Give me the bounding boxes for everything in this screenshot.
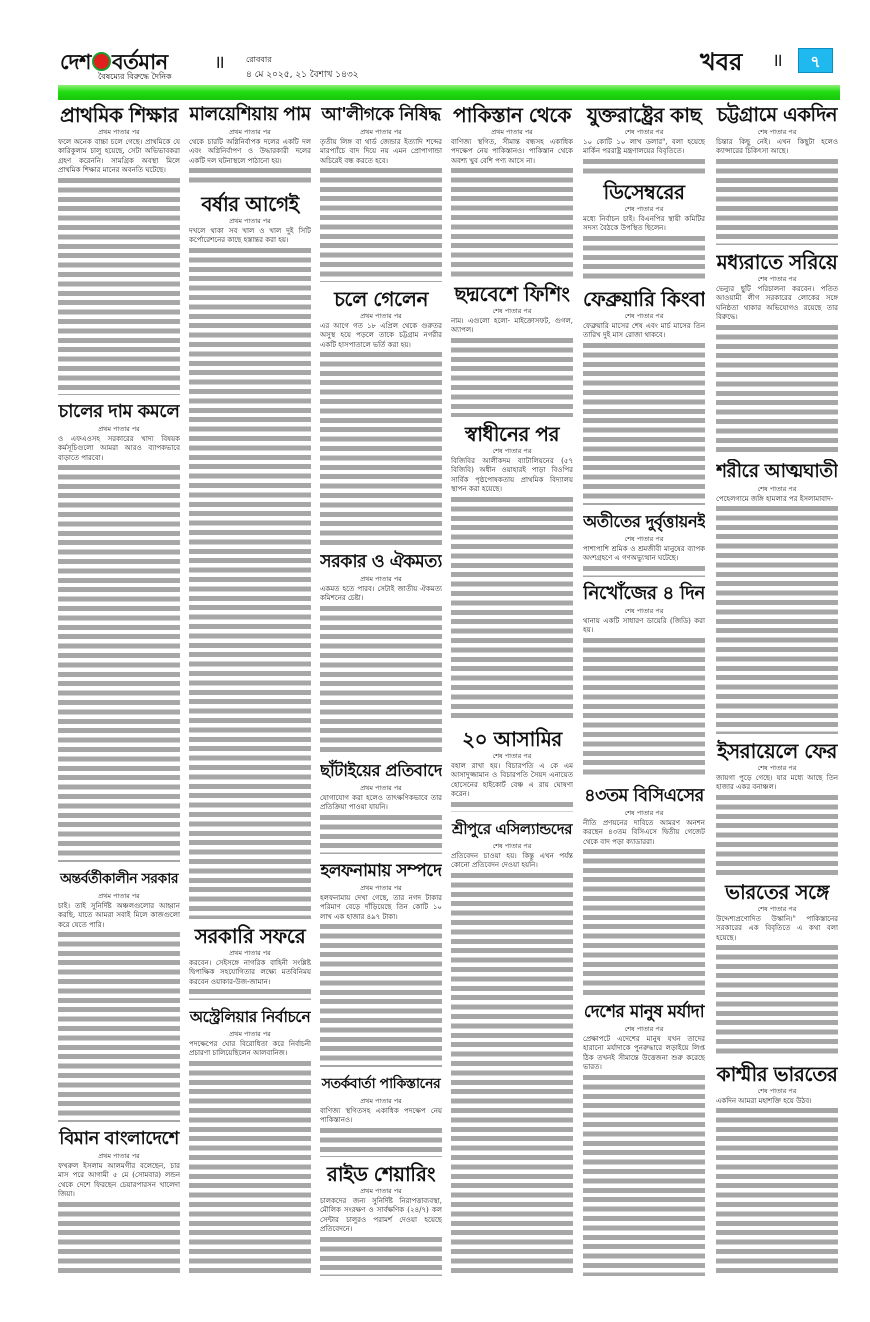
article-body-text-lines (189, 989, 311, 1000)
article-body-text-lines (451, 802, 573, 812)
article-body-text-lines (320, 168, 442, 282)
article-body: জায়গা পুড়ে গেছে। যার মধ্যে আছে তিন হাজার একর বনাঞ্চল। (716, 774, 838, 792)
article-headline: কাশ্মীর ভারতের (716, 1062, 838, 1086)
article-body: দখলে থাকা সব খাল ও খাল দুই সিটি কর্পোরেশনের কাছে হস্তান্তর করা হয়। (189, 227, 311, 245)
article-headline: সতর্কবার্তা পাকিস্তানের (321, 1076, 441, 1092)
article-headline: প্রাথমিক শিক্ষার (59, 103, 179, 127)
article-headline: অন্তর্বর্তীকালীন সরকার (59, 871, 179, 887)
article-body-text-lines (716, 795, 838, 875)
article-body-text-lines (189, 248, 311, 919)
article-body-text-lines (583, 849, 705, 995)
article-headline: ফেব্রুয়ারি কিংবা (583, 287, 705, 311)
article-body: করবেন। সেইসঙ্গে নাগরিক বাহিনী সংশ্লিষ্ট দ্বিপাক্ষিক সহযোগিতার লক্ষ্যে মতবিনিময় করবেন ওয়াকার-উজ-জামান। (189, 959, 311, 986)
article-continuation-label: প্রথম পাতার পর (360, 884, 402, 892)
article-headline: আ'লীগকে নিষিদ্ধ (321, 105, 441, 125)
article-continuation-label: প্রথম পাতার পর (360, 1187, 402, 1195)
article-body-text-lines (583, 236, 705, 282)
article-body-text-lines (320, 606, 442, 754)
article-continuation-label: শেষ পাতার পর (624, 535, 664, 543)
article-body: ও এফএওসহ সরকারের খাদ্য বিষয়ক কর্মসূচিগুলো আমরা আরও ব্যাপকভাবে বাড়াতে পারবো। (58, 435, 180, 462)
article-body-text-lines (716, 506, 838, 734)
article (583, 509, 705, 581)
article-headline: চলে গেলেন (334, 287, 428, 311)
article (716, 1061, 838, 1280)
article (58, 1126, 180, 1280)
article-headline: রাইড শেয়ারিং (326, 1162, 436, 1186)
article-headline: যুক্তরাষ্ট্রের কাছ (586, 103, 702, 127)
article-body: তৃতীয় লিঙ্গ বা থার্ড জেন্ডার ইত্যাদি শব্দের মারপ্যাঁচে বাদ দিয়ে নয় এমন প্রোপাগান্ডা অচিরেই বন্ধ করতে হবে। (320, 138, 442, 165)
article-headline: ছদ্মবেশে ফিশিং (454, 282, 570, 306)
article-body-text-lines (58, 932, 180, 1122)
article-body: থানায় একটি সাধারণ ডায়েরি (জিডি) করা হয়। (583, 617, 705, 635)
article-body-text-lines (451, 497, 573, 722)
section-separator: ॥ (772, 50, 783, 71)
article-headline: বর্ষার আগেই (201, 192, 299, 216)
article-continuation-label: প্রথম পাতার পর (229, 949, 271, 957)
article (189, 102, 311, 191)
article-continuation-label: শেষ পাতার পর (492, 842, 532, 850)
article (583, 581, 705, 783)
article-headline: ভারতের সঙ্গে (725, 880, 829, 904)
tagline: বৈষম্যের বিরুদ্ধে দৈনিক (98, 72, 172, 81)
article-body-text-lines (451, 338, 573, 417)
article-continuation-label: শেষ পাতার পর (757, 905, 797, 913)
logo-seal-icon (92, 52, 111, 71)
article-body: নীতি প্রণয়নের দাবিতে আমরণ অনশন করছেন ৪৩তম বিসিএসে দ্বিতীয় গেজেট থেকে বাদ পড়া ক্যাডাররা। (583, 819, 705, 846)
article-continuation-label: শেষ পাতার পর (492, 307, 532, 315)
article-continuation-label: প্রথম পাতার পর (360, 312, 402, 320)
article-body-text-lines (583, 1075, 705, 1276)
article-body: মধ্যে নির্বাচন চাই। বিএনপির স্থায়ী কমিটির সদস্য বৈঠকে উপস্থিত ছিলেন। (583, 215, 705, 233)
article-body-text-lines (716, 1108, 838, 1276)
article-body: হলফনামায় দেখা গেছে, তার নগদ টাকার পরিমাণ বেড়ে দাঁড়িয়েছে তিন কোটি ১০ লাখ এক হাজার ৪৯৭ টাকা। (320, 894, 442, 921)
article-continuation-label: প্রথম পাতার পর (360, 575, 402, 583)
article-body: বহাল রাখা হয়। বিচারপতি এ কে এম আসাদুজ্জামান ও বিচারপতি সৈয়দ এনায়েত হোসেনের হাইকোর্ট বেঞ্চ এ রায় ঘোষণা করেন। (451, 762, 573, 799)
article-body-text-lines (320, 815, 442, 854)
article-continuation-label: প্রথম পাতার পর (98, 892, 140, 900)
article-body: চাই। তাই সুনির্দিষ্ট অঞ্চলগুলোর আহ্বান করছি, যাতে আমরা সবাই মিলে কাজগুলো করে যেতে পারি। (58, 902, 180, 929)
article-body-text-lines (189, 1061, 311, 1276)
article-body: এর আগে গত ১৮ এপ্রিল থেকে গুরুতর অসুস্থ হয়ে পড়লে তাকে চট্টগ্রাম নগরীর একটি হাসপাতালে ভর্তি করা হয়। (320, 322, 442, 349)
article-body-text-lines (583, 159, 705, 175)
article-continuation-label: প্রথম পাতার পর (360, 128, 402, 136)
weekday: রোববার (246, 55, 272, 64)
article-headline: অস্ট্রেলিয়ার নির্বাচনে (189, 1008, 311, 1026)
article-body-text-lines (320, 1128, 442, 1157)
article (451, 102, 573, 281)
article-continuation-label: শেষ পাতার পর (757, 485, 797, 493)
article-body: পদক্ষেপের ঘোর বিরোধিতা করে নির্বাচনী প্রচারণা চালিয়েছিলেন আলবানিজ। (189, 1040, 311, 1058)
article-headline: নিখোঁজের ৪ দিন (583, 583, 705, 604)
article-body-text-lines (716, 325, 838, 455)
article-headline: মালয়েশিয়ায় পাম (189, 104, 311, 125)
article-body: নাম। এগুলো হলো- মাইক্রোসফট, গুগল, অ্যাপল। (451, 317, 573, 335)
article (583, 999, 705, 1280)
page-number-badge: ৭ (798, 48, 833, 73)
article (583, 102, 705, 179)
article (320, 102, 442, 286)
article (320, 1161, 442, 1280)
article-body: পাশাপাশি শ্রমিক ও শ্রমজীবী মানুষের ব্যাপক অংশগ্রহণে এ গণঅভ্যুত্থান ঘটেছে। (583, 545, 705, 563)
article-body-text-lines (583, 343, 705, 505)
article-body: ফেব্রুয়ারি মাসের শেষ এবং মার্চ মাসের তিন তারিখ দুই মাস রোজা থাকবে। (583, 322, 705, 340)
article-body: ভেন্যুর ছুটি পরিচালনা করবেন। পতিত আওয়ামী লীগ সরকারের লোকের সঙ্গে ঘনিষ্ঠতা থাকার অভিযোগও রয়েছে তার বিরুদ্ধে। (716, 285, 838, 322)
article-headline: ৪৩তম বিসিএসের (584, 786, 704, 806)
article-body: যোগাযোগ করা হলেও তাৎক্ষণিকভাবে তার প্রতিক্রিয়া পাওয়া যায়নি। (320, 794, 442, 812)
article-continuation-label: শেষ পাতার পর (757, 764, 797, 772)
article-body: চিন্তার কিছু নেই। এখন কিছুটা হলেও ক্যান্সারের চিকিৎসা আছে। (716, 138, 838, 156)
article-headline: সরকার ও ঐকমত্য (320, 552, 442, 572)
article-continuation-label: শেষ পাতার পর (757, 1087, 797, 1095)
article-body: বাণিজ্য স্থগিতসহ একাধিক পদক্ষেপ নেয় পাকিস্তানও। (320, 1107, 442, 1125)
article (58, 866, 180, 1126)
article-body-text-lines (189, 168, 311, 187)
article-continuation-label: প্রথম পাতার পর (360, 784, 402, 792)
article-body-text-lines (716, 159, 838, 245)
article (189, 191, 311, 923)
article-headline: হলফনামায় সম্পদে (320, 861, 442, 881)
article (716, 738, 838, 879)
article-body: প্রতিবেদন চাওয়া হয়। কিন্তু এখন পর্যন্ত কোনো প্রতিবেদন দেওয়া হয়নি। (451, 852, 573, 870)
article-continuation-label: শেষ পাতার পর (624, 607, 664, 615)
article (451, 421, 573, 726)
article-body-text-lines (58, 1202, 180, 1276)
article-body-text-lines (58, 178, 180, 395)
article (583, 179, 705, 286)
issue-date: ৪ মে ২০২৫, ২১ বৈশাখ ১৪৩২ (246, 70, 359, 80)
article-headline: ২০ আসামির (462, 727, 562, 751)
article-body: উদ্দেশ্যপ্রণোদিত উস্কানি।" পাকিস্তানের সরকারের এক বিবৃতিতে এ কথা বলা হয়েছে। (716, 915, 838, 942)
article-continuation-label: শেষ পাতার পর (492, 447, 532, 455)
article-continuation-label: প্রথম পাতার পর (229, 1030, 271, 1038)
section-title: খবর (700, 48, 743, 76)
article-continuation-label: প্রথম পাতার পর (229, 128, 271, 136)
article (716, 249, 838, 459)
article-headline: ইসরায়েলে ফের (717, 739, 837, 763)
newspaper-logo: দেশ বর্তমান (60, 50, 168, 74)
separator: ॥ (214, 52, 225, 73)
article-headline: দেশের মানুষ মর্যাদা (583, 1002, 705, 1022)
article-continuation-label: শেষ পাতার পর (757, 275, 797, 283)
article-continuation-label: প্রথম পাতার পর (98, 425, 140, 433)
article-continuation-label: শেষ পাতার পর (492, 752, 532, 760)
article-body: ১০ কোটি ১০ লাখ ডলার", বলা হয়েছে মার্কিন পররাষ্ট্র মন্ত্রণালয়ের বিবৃতিতে। (583, 138, 705, 156)
article-continuation-label: শেষ পাতার পর (624, 312, 664, 320)
article-headline: ডিসেম্বরের (603, 180, 685, 204)
article-continuation-label: শেষ পাতার পর (624, 205, 664, 213)
green-banner-band (58, 85, 840, 100)
article (451, 816, 573, 1280)
article (583, 783, 705, 999)
article-headline: চালের দাম কমলে (58, 401, 180, 422)
article-body: চালকদের জন্য সুনির্দিষ্ট নিরাপত্তাব্যবস্থা, মৌলিক সংরক্ষণ ও সার্বক্ষণিক (২৪/৭) কল সেন্টার চালুরও পরামর্শ দেওয়া হয়েছে প্রতিবেদনে। (320, 1197, 442, 1234)
article (320, 758, 442, 858)
article-headline: শ্রীপুরে এসিল্যান্ডদের (452, 820, 572, 838)
article-continuation-label: শেষ পাতার পর (757, 128, 797, 136)
article-headline: ছাঁটাইয়ের প্রতিবাদে (320, 761, 442, 780)
article-body: ফখরুল ইসলাম আলমগীর বলেছেন, চার মাস পরে আগামী ৫ মে (সোমবার) লন্ডন থেকে দেশে ফিরছেন চেয়ারপারসন খালেদা জিয়া। (58, 1162, 180, 1199)
article-body: বাণিজ্য স্থগিত, সীমান্ত বন্ধসহ একাধিক পদক্ষেপ নেয় পাকিস্তানও। পাকিস্তান থেকে অবশ্য খুব বেশি পণ্য আসে না। (451, 138, 573, 165)
article-continuation-label: শেষ পাতার পর (624, 1025, 664, 1033)
article (189, 1004, 311, 1280)
article (716, 459, 838, 738)
article (320, 1071, 442, 1161)
article (58, 399, 180, 866)
article-body: প্রেক্ষাপটে এদেশের মানুষ যখন তাদের হারানো মর্যাদাকে পুনরুদ্ধারে লড়াইয়ে লিপ্ত ঠিক তখনই সীমান্তে উত্তেজনা শুরু করেছে ভারত। (583, 1035, 705, 1072)
article (189, 923, 311, 1004)
article-body-text-lines (320, 352, 442, 545)
article-continuation-label: প্রথম পাতার পর (360, 1097, 402, 1105)
article-body: ফলে অনেক বাচ্চা চলে গেছে। প্রাথমিকে যে কারিকুলাম চালু হয়েছে, সেটা অভিভাবকরা গ্রহণ করেননি। সামগ্রিক অবস্থা মিলে প্রাথমিক শিক্ষার মানের অবনতি ঘটেছে। (58, 138, 180, 175)
article-body-text-lines (320, 1237, 442, 1276)
article (451, 281, 573, 421)
article-headline: সরকারি সফরে (194, 924, 306, 948)
article (716, 102, 838, 249)
article-headline: পাকিস্তান থেকে (453, 103, 571, 127)
article-body: একদিন আমরা মহাশক্তি হয়ে উঠব। (716, 1097, 812, 1105)
article-body: থেকে চারটি অগ্নিনির্বাপক দলের একটি দল এবং অগ্নিনির্বাপণ ও উদ্ধারকারী দলের একটি দল ঘটনাস্থলে পাঠানো হয়। (189, 138, 311, 165)
masthead (0, 0, 870, 104)
article (451, 726, 573, 816)
article (320, 858, 442, 1071)
article-body-text-lines (451, 873, 573, 1276)
article-headline: শরীরে আত্মঘাতী (716, 461, 838, 482)
article-body-text-lines (583, 566, 705, 577)
article-continuation-label: প্রথম পাতার পর (98, 128, 140, 136)
article-body-text-lines (58, 465, 180, 862)
article-body: বিজিবির আলীকদম ব্যাটালিয়নের (৫৭ বিজিবি) অধীন ওয়াহারই পাড়া বিওপির সার্বিক পৃষ্ঠপোষকতায় প্রাথমিক বিদ্যালয় স্থাপন করা হয়েছে। (451, 457, 573, 494)
article-body-text-lines (716, 945, 838, 1057)
article-headline: স্বাধীনের পর (465, 422, 559, 446)
article-continuation-label: শেষ পাতার পর (624, 809, 664, 817)
article-headline: বিমান বাংলাদেশে (59, 1128, 179, 1149)
article-body-text-lines (583, 638, 705, 779)
article (320, 286, 442, 549)
article-body: একমত হতে পারব। সেটাই জাতীয় ঐকমত্য কমিশনের চেষ্টা। (320, 585, 442, 603)
article-continuation-label: প্রথম পাতার পর (98, 1152, 140, 1160)
article-body-text-lines (451, 168, 573, 277)
article-headline: চট্টগ্রামে একদিন (717, 103, 837, 126)
article (58, 102, 180, 399)
article-headline: অতীতের দুর্বৃত্তায়নই (583, 512, 705, 531)
article-continuation-label: প্রথম পাতার পর (229, 217, 271, 225)
article-body: পেহেলগামে জঙ্গি হামলার পর ইসলামাবাদ- (716, 495, 834, 503)
article (320, 549, 442, 758)
article-continuation-label: প্রথম পাতার পর (491, 128, 533, 136)
article (716, 879, 838, 1061)
article-continuation-label: শেষ পাতার পর (624, 128, 664, 136)
article-headline: মধ্যরাতে সরিয়ে (716, 250, 838, 274)
article-body-text-lines (320, 924, 442, 1067)
article (583, 286, 705, 509)
